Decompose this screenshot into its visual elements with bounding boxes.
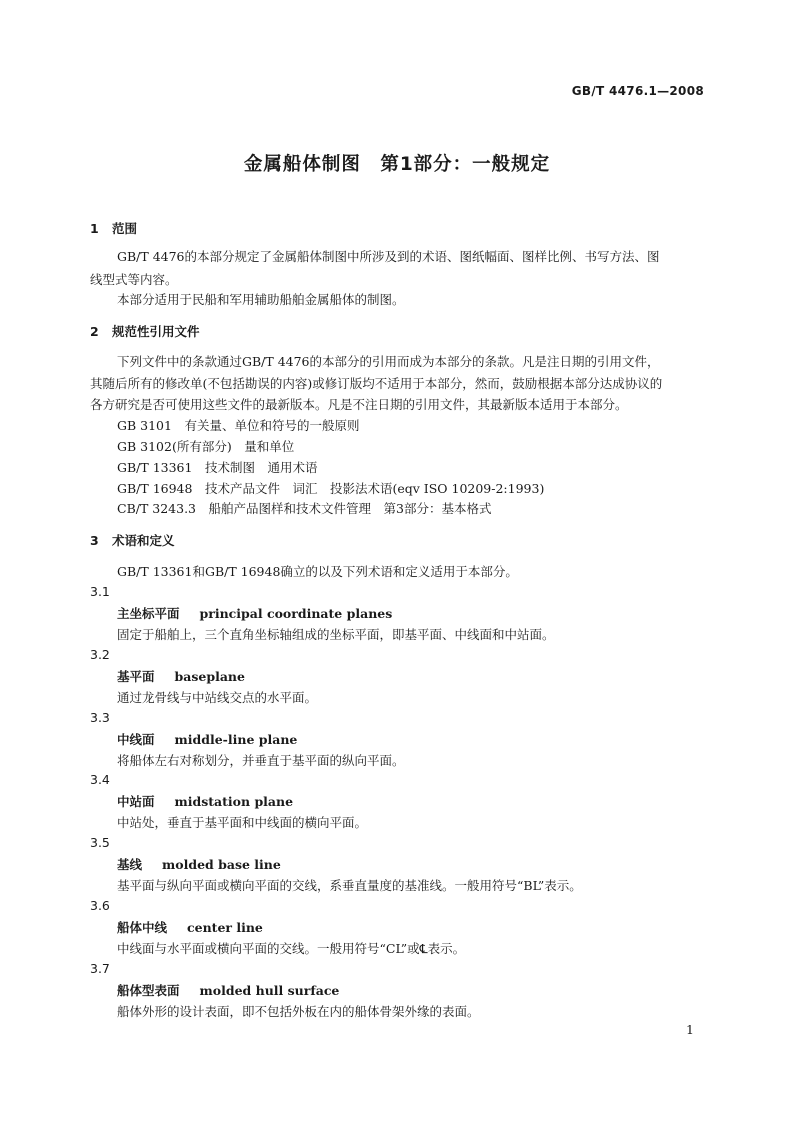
term-heading [117,667,245,685]
term-zh: 中线面 [117,732,155,747]
section-number: 1 [90,221,99,236]
term-number: 3.3 [90,710,110,725]
term-zh: 基平面 [117,669,155,684]
term-number: 3.7 [90,961,110,976]
term-heading [117,981,339,999]
paragraph-line: 其随后所有的修改单(不包括勘误的内容)或修订版均不适用于本部分，然而，鼓励根据本部分达成协议的 [90,376,663,391]
reference-item: GB 3102(所有部分) 量和单位 [117,439,295,454]
term-definition: 中线面与水平面或横向平面的交线。一般用符号“CL”或℄表示。 [117,941,466,956]
term-number: 3.1 [90,584,110,599]
paragraph-line: GB/T 4476的本部分规定了金属船体制图中所涉及到的术语、图纸幅面、图样比例、书写方法、图 [117,249,660,264]
section-number: 3 [90,533,99,548]
section-title: 规范性引用文件 [112,324,200,339]
term-number: 3.5 [90,835,110,850]
term-en: molded base line [162,857,281,872]
term-en: principal coordinate planes [199,606,393,621]
term-heading [117,792,293,810]
term-definition: 基平面与纵向平面或横向平面的交线，系垂直量度的基准线。一般用符号“BL”表示。 [117,878,582,893]
term-definition: 将船体左右对称划分，并垂直于基平面的纵向平面。 [117,753,405,768]
term-number: 3.2 [90,647,110,662]
term-heading [117,604,392,622]
term-en: baseplane [174,669,245,684]
term-number: 3.4 [90,772,110,787]
section-3-heading [90,531,175,549]
term-heading [117,730,297,748]
term-definition: 船体外形的设计表面，即不包括外板在内的船体骨架外缘的表面。 [117,1004,480,1019]
section-2-heading [90,322,200,340]
term-definition: 中站处，垂直于基平面和中线面的横向平面。 [117,815,368,830]
reference-item: GB/T 16948 技术产品文件 词汇 投影法术语(eqv ISO 10209-2:1993) [117,481,545,496]
term-definition: 固定于船舶上，三个直角坐标轴组成的坐标平面，即基平面、中线面和中站面。 [117,627,555,642]
paragraph-line: 本部分适用于民船和军用辅助船舶金属船体的制图。 [117,292,405,307]
reference-item: GB 3101 有关量、单位和符号的一般原则 [117,418,360,433]
document-title: 金属船体制图 第1部分：一般规定 [243,154,551,175]
term-zh: 主坐标平面 [117,606,180,621]
standard-number: GB/T 4476.1—2008 [571,84,704,98]
page-number: 1 [686,1022,694,1037]
section-1-heading [90,219,137,237]
term-zh: 中站面 [117,794,155,809]
term-en: midstation plane [174,794,294,809]
reference-item: CB/T 3243.3 船舶产品图样和技术文件管理 第3部分：基本格式 [117,501,492,516]
paragraph-line: 下列文件中的条款通过GB/T 4476的本部分的引用而成为本部分的条款。凡是注日期的引用文件， [117,354,660,369]
paragraph-line: 各方研究是否可使用这些文件的最新版本。凡是不注日期的引用文件，其最新版本适用于本部分。 [90,397,628,412]
term-en: middle-line plane [174,732,298,747]
term-en: center line [187,920,263,935]
term-zh: 基线 [117,857,143,872]
section-title: 术语和定义 [112,533,175,548]
paragraph-line: 线型式等内容。 [90,272,178,287]
term-zh: 船体型表面 [117,983,180,998]
term-heading [117,918,263,936]
reference-item: GB/T 13361 技术制图 通用术语 [117,460,318,475]
section-number: 2 [90,324,99,339]
term-number: 3.6 [90,898,110,913]
term-zh: 船体中线 [117,920,168,935]
term-en: molded hull surface [199,983,340,998]
section-title: 范围 [112,221,138,236]
paragraph-line: GB/T 13361和GB/T 16948确立的以及下列术语和定义适用于本部分。 [117,564,518,579]
term-heading [117,855,281,873]
term-definition: 通过龙骨线与中站线交点的水平面。 [117,690,318,705]
